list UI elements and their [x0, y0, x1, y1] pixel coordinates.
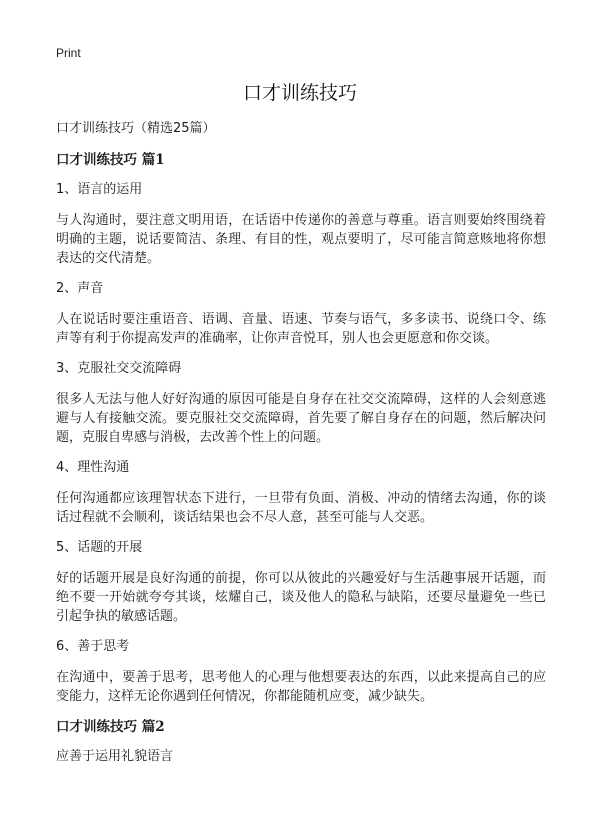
paragraph: 好的话题开展是良好沟通的前提，你可以从彼此的兴趣爱好与生活趣事展开话题，而绝不要一开始就夸夸其谈，炫耀自己，谈及他人的隐私与缺陷，还要尽量避免一些已引起争执的敏感话题。	[56, 571, 546, 624]
document-title: 口才训练技巧	[242, 82, 357, 104]
section-2	[56, 718, 546, 766]
section-heading: 口才训练技巧 篇2	[56, 719, 165, 735]
subheading: 应善于运用礼貌语言	[56, 749, 174, 764]
subheading: 3、克服社交交流障碍	[56, 361, 182, 376]
paragraph: 任何沟通都应该理智状态下进行，一旦带有负面、消极、冲动的情绪去沟通，你的谈话过程就不会顺利，谈话结果也会不尽人意，甚至可能与人交恶。	[56, 491, 546, 525]
paragraph: 很多人无法与他人好好沟通的原因可能是自身存在社交交流障碍，这样的人会刻意逃避与人有接触交流。要克服社交交流障碍，首先要了解自身存在的问题，然后解决问题，克服自卑感与消极，去改善个性上的问题。	[56, 392, 546, 445]
subheading: 4、理性沟通	[56, 460, 130, 475]
print-label: Print	[56, 46, 81, 60]
paragraph: 与人沟通时，要注意文明用语，在话语中传递你的善意与尊重。语言则要始终围绕着明确的主题，说话要简洁、条理、有目的性，观点要明了，尽可能言简意赅地将你想表达的交代清楚。	[56, 213, 546, 266]
subheading: 5、话题的开展	[56, 540, 143, 555]
section-1	[56, 151, 546, 706]
subheading: 2、声音	[56, 281, 104, 296]
subheading: 6、善于思考	[56, 639, 130, 654]
paragraph: 人在说话时要注重语音、语调、音量、语速、节奏与语气，多多读书、说绕口令、练声等有利于你提高发声的准确率，让你声音悦耳，别人也会更愿意和你交谈。	[56, 312, 546, 346]
document-subtitle: 口才训练技巧（精选25篇）	[56, 121, 216, 136]
section-heading: 口才训练技巧 篇1	[56, 152, 165, 168]
paragraph: 在沟通中，要善于思考，思考他人的心理与他想要表达的东西，以此来提高自己的应变能力，这样无论你遇到任何情况，你都能随机应变，减少缺失。	[56, 670, 546, 704]
subheading: 1、语言的运用	[56, 182, 143, 197]
document-body	[56, 120, 546, 778]
